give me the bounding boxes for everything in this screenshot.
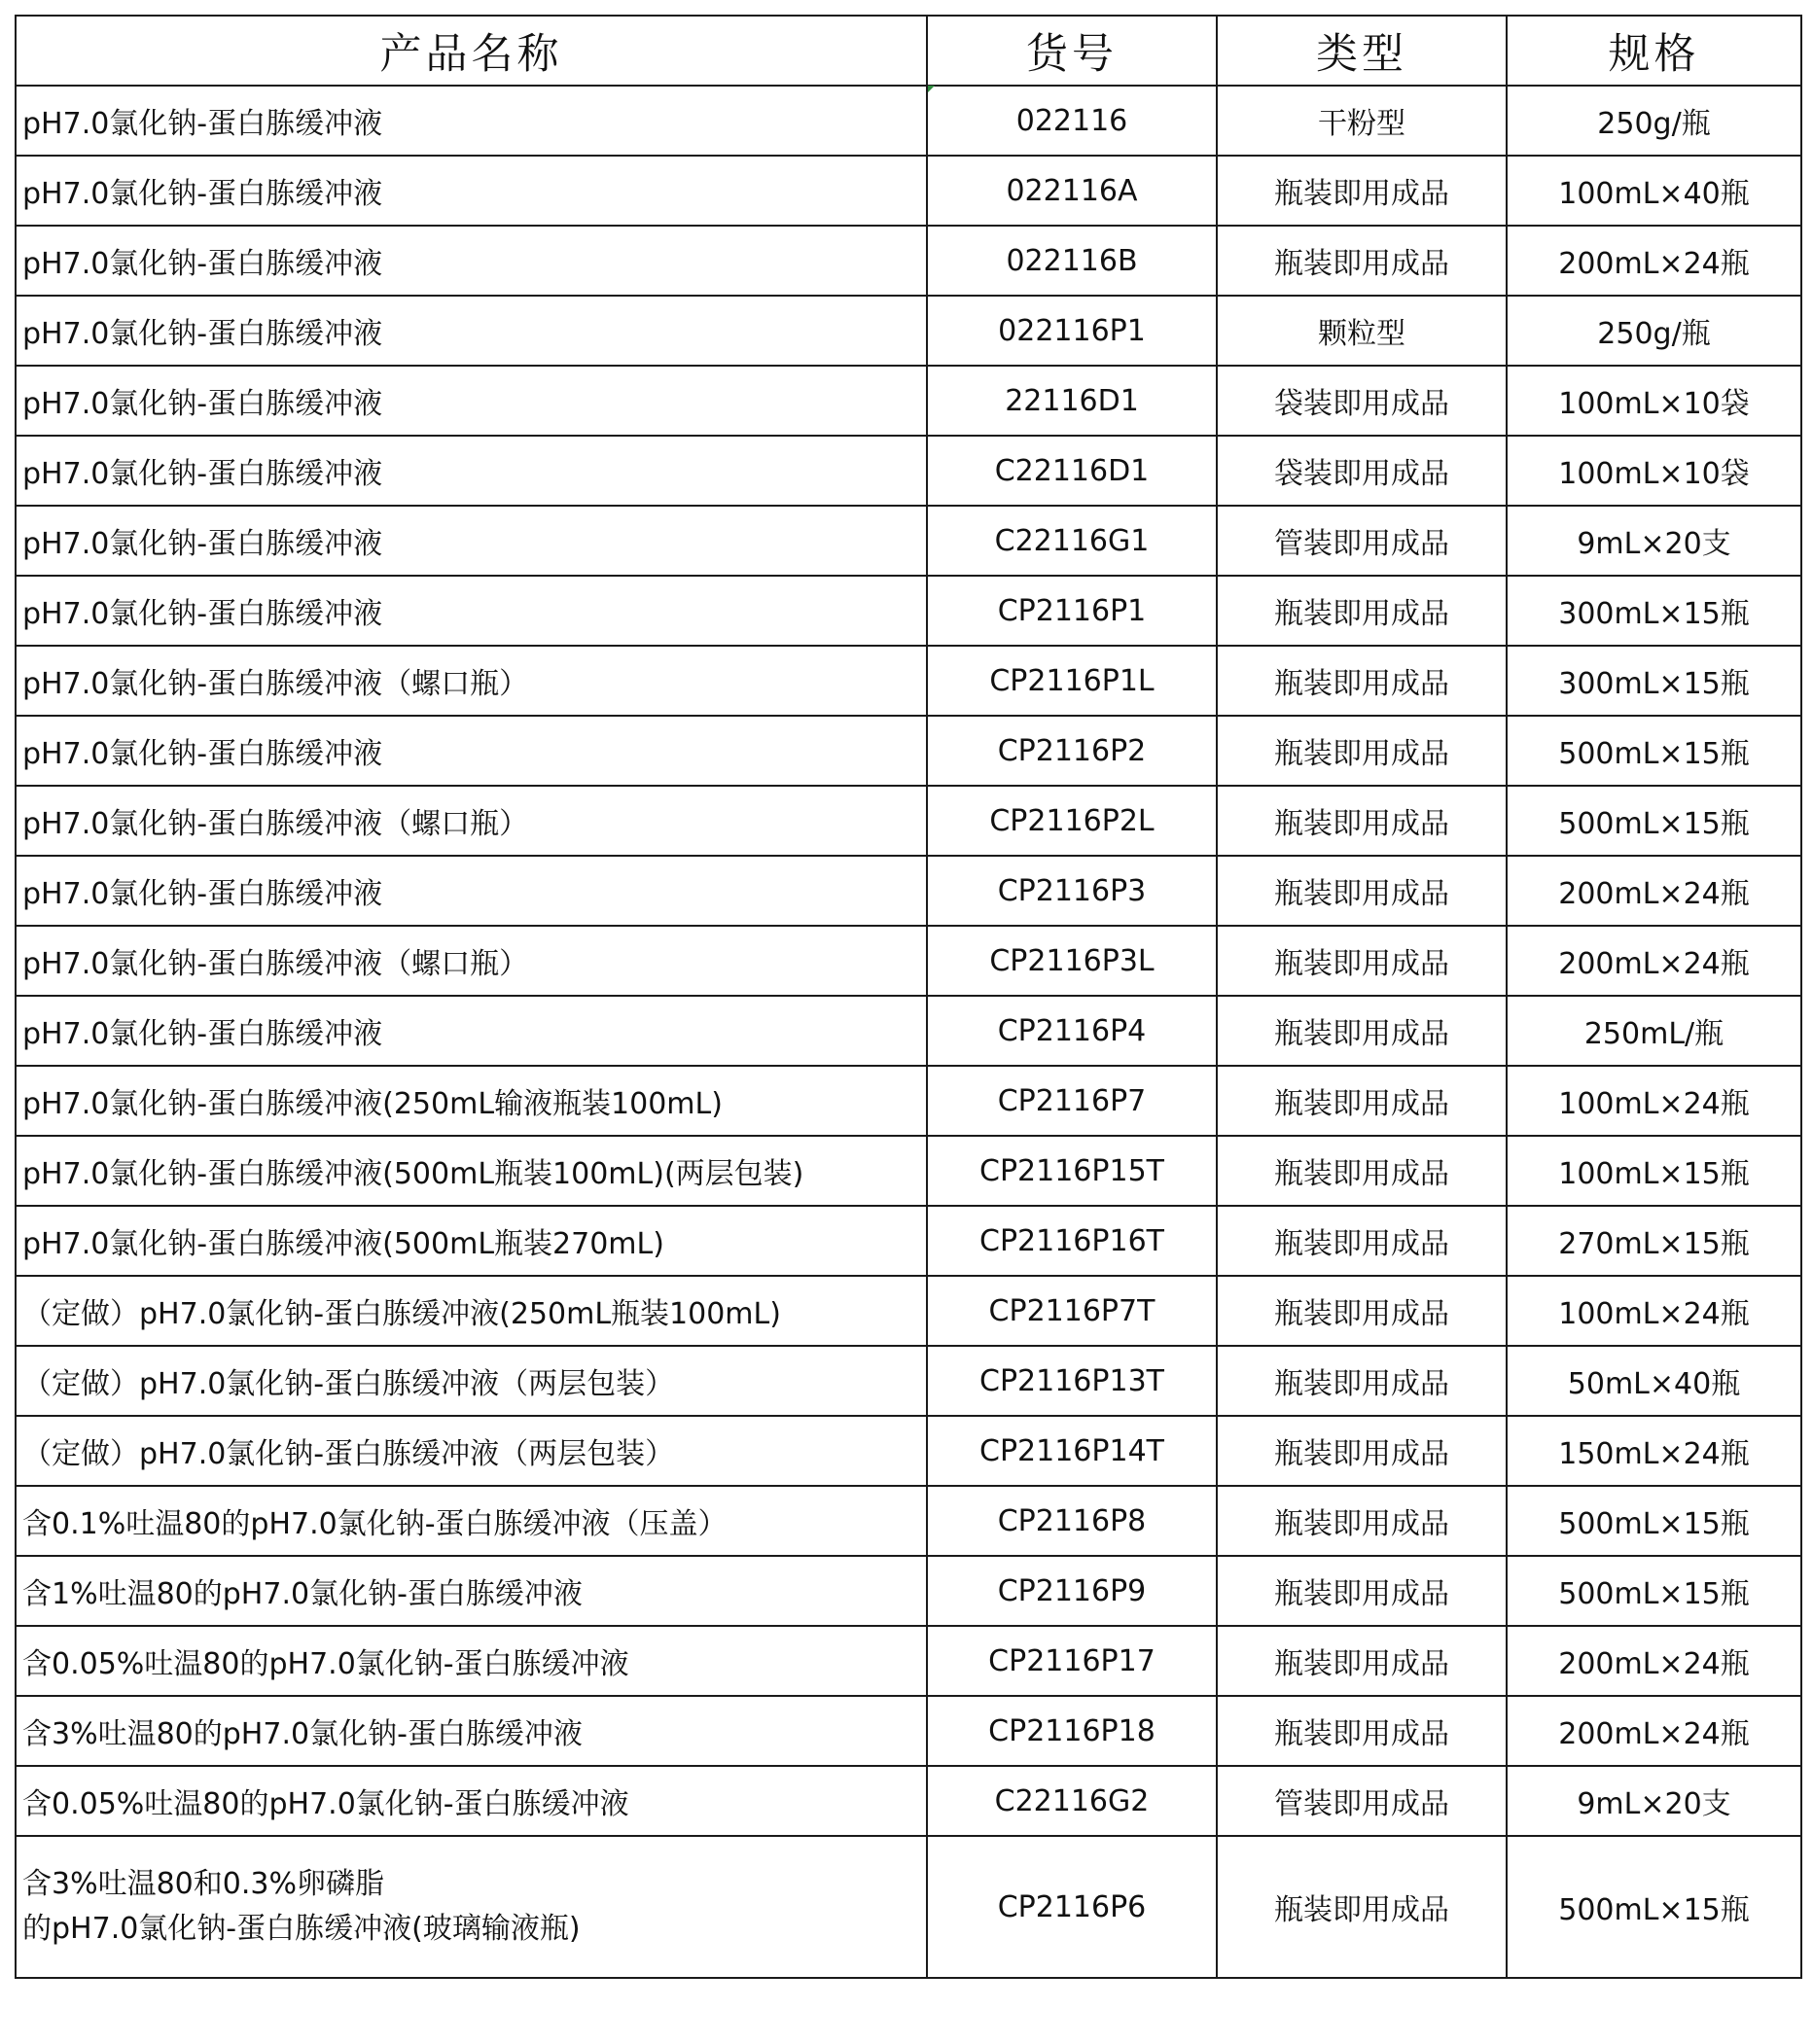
cell-item-number[interactable]: CP2116P14T: [927, 1416, 1217, 1486]
cell-product-name[interactable]: pH7.0氯化钠-蛋白胨缓冲液: [16, 296, 927, 366]
table-row: [16, 296, 1801, 366]
table-row: [16, 1626, 1801, 1696]
cell-product-name[interactable]: pH7.0氯化钠-蛋白胨缓冲液（螺口瓶）: [16, 786, 927, 856]
cell-item-number[interactable]: 022116A: [927, 156, 1217, 226]
header-type[interactable]: 类型: [1217, 16, 1507, 86]
cell-type[interactable]: 瓶装即用成品: [1217, 1136, 1507, 1206]
cell-specification[interactable]: 100mL×40瓶: [1507, 156, 1801, 226]
cell-product-name[interactable]: 含0.05%吐温80的pH7.0氯化钠-蛋白胨缓冲液: [16, 1766, 927, 1836]
cell-product-name-line-1: 含3%吐温80和0.3%卵磷脂: [22, 1867, 384, 1901]
table-row: [16, 156, 1801, 226]
table-row: [16, 1556, 1801, 1626]
cell-item-number[interactable]: CP2116P15T: [927, 1136, 1217, 1206]
cell-item-number[interactable]: CP2116P9: [927, 1556, 1217, 1626]
table-row: [16, 1346, 1801, 1416]
cell-item-number[interactable]: C22116G1: [927, 506, 1217, 576]
cell-specification[interactable]: 250g/瓶: [1507, 296, 1801, 366]
cell-item-number[interactable]: CP2116P13T: [927, 1346, 1217, 1416]
cell-specification[interactable]: 100mL×10袋: [1507, 436, 1801, 506]
cell-item-number[interactable]: CP2116P16T: [927, 1206, 1217, 1276]
table-row: [16, 436, 1801, 506]
cell-type[interactable]: 瓶装即用成品: [1217, 1066, 1507, 1136]
cell-specification[interactable]: 100mL×24瓶: [1507, 1276, 1801, 1346]
table-row: [16, 1206, 1801, 1276]
cell-product-name[interactable]: pH7.0氯化钠-蛋白胨缓冲液(250mL输液瓶装100mL): [16, 1066, 927, 1136]
cell-item-number[interactable]: CP2116P3: [927, 856, 1217, 926]
table-row: [16, 1136, 1801, 1206]
cell-item-number[interactable]: C22116D1: [927, 436, 1217, 506]
cell-item-number[interactable]: CP2116P7: [927, 1066, 1217, 1136]
cell-product-name[interactable]: 含3%吐温80的pH7.0氯化钠-蛋白胨缓冲液: [16, 1696, 927, 1766]
cell-product-name[interactable]: 含0.1%吐温80的pH7.0氯化钠-蛋白胨缓冲液（压盖）: [16, 1486, 927, 1556]
table-row: [16, 1066, 1801, 1136]
cell-type[interactable]: 瓶装即用成品: [1217, 996, 1507, 1066]
table-row: [16, 576, 1801, 646]
table-row: [16, 1766, 1801, 1836]
table-row: [16, 926, 1801, 996]
cell-item-number[interactable]: 022116: [927, 86, 1217, 156]
cell-product-name[interactable]: （定做）pH7.0氯化钠-蛋白胨缓冲液(250mL瓶装100mL): [16, 1276, 927, 1346]
table-row: [16, 646, 1801, 716]
cell-product-name[interactable]: pH7.0氯化钠-蛋白胨缓冲液（螺口瓶）: [16, 926, 927, 996]
cell-type[interactable]: 颗粒型: [1217, 296, 1507, 366]
cell-type[interactable]: 瓶装即用成品: [1217, 1276, 1507, 1346]
header-row: [16, 16, 1801, 86]
cell-item-number[interactable]: 22116D1: [927, 366, 1217, 436]
table-row: [16, 506, 1801, 576]
cell-product-name[interactable]: 含0.05%吐温80的pH7.0氯化钠-蛋白胨缓冲液: [16, 1626, 927, 1696]
cell-product-name[interactable]: （定做）pH7.0氯化钠-蛋白胨缓冲液（两层包装）: [16, 1416, 927, 1486]
cell-specification[interactable]: 200mL×24瓶: [1507, 926, 1801, 996]
table-row: [16, 86, 1801, 156]
cell-type[interactable]: 瓶装即用成品: [1217, 226, 1507, 296]
cell-product-name[interactable]: pH7.0氯化钠-蛋白胨缓冲液: [16, 716, 927, 786]
cell-item-number[interactable]: 022116P1: [927, 296, 1217, 366]
cell-product-name[interactable]: pH7.0氯化钠-蛋白胨缓冲液: [16, 506, 927, 576]
cell-item-number[interactable]: C22116G2: [927, 1766, 1217, 1836]
header-item-number[interactable]: 货号: [927, 16, 1217, 86]
cell-type[interactable]: 瓶装即用成品: [1217, 856, 1507, 926]
cell-product-name[interactable]: pH7.0氯化钠-蛋白胨缓冲液: [16, 156, 927, 226]
cell-specification[interactable]: 200mL×24瓶: [1507, 1696, 1801, 1766]
cell-type[interactable]: 瓶装即用成品: [1217, 1626, 1507, 1696]
cell-type[interactable]: 袋装即用成品: [1217, 366, 1507, 436]
cell-specification[interactable]: 500mL×15瓶: [1507, 1556, 1801, 1626]
cell-product-name[interactable]: pH7.0氯化钠-蛋白胨缓冲液: [16, 86, 927, 156]
table-row: [16, 996, 1801, 1066]
cell-specification[interactable]: 250mL/瓶: [1507, 996, 1801, 1066]
cell-comment-marker-icon: [928, 86, 935, 92]
header-specification[interactable]: 规格: [1507, 16, 1801, 86]
cell-specification[interactable]: 500mL×15瓶: [1507, 1836, 1801, 1978]
cell-type[interactable]: 瓶装即用成品: [1217, 576, 1507, 646]
table-row: [16, 1486, 1801, 1556]
cell-product-name[interactable]: pH7.0氯化钠-蛋白胨缓冲液: [16, 576, 927, 646]
cell-item-number[interactable]: CP2116P18: [927, 1696, 1217, 1766]
cell-type[interactable]: 瓶装即用成品: [1217, 786, 1507, 856]
cell-specification[interactable]: 300mL×15瓶: [1507, 646, 1801, 716]
cell-specification[interactable]: 100mL×10袋: [1507, 366, 1801, 436]
cell-type[interactable]: 袋装即用成品: [1217, 436, 1507, 506]
cell-item-number[interactable]: 022116B: [927, 226, 1217, 296]
cell-specification[interactable]: 9mL×20支: [1507, 1766, 1801, 1836]
cell-type[interactable]: 瓶装即用成品: [1217, 1346, 1507, 1416]
cell-specification[interactable]: 500mL×15瓶: [1507, 786, 1801, 856]
cell-product-name[interactable]: 含1%吐温80的pH7.0氯化钠-蛋白胨缓冲液: [16, 1556, 927, 1626]
cell-type[interactable]: 瓶装即用成品: [1217, 716, 1507, 786]
cell-product-name[interactable]: pH7.0氯化钠-蛋白胨缓冲液: [16, 996, 927, 1066]
header-product-name[interactable]: 产品名称: [16, 16, 927, 86]
cell-specification[interactable]: 100mL×15瓶: [1507, 1136, 1801, 1206]
cell-item-number[interactable]: CP2116P2: [927, 716, 1217, 786]
cell-type[interactable]: 管装即用成品: [1217, 1766, 1507, 1836]
cell-type[interactable]: 瓶装即用成品: [1217, 156, 1507, 226]
cell-product-name[interactable]: pH7.0氯化钠-蛋白胨缓冲液: [16, 856, 927, 926]
table-row: [16, 1416, 1801, 1486]
cell-type[interactable]: 瓶装即用成品: [1217, 1416, 1507, 1486]
cell-product-name[interactable]: pH7.0氯化钠-蛋白胨缓冲液: [16, 226, 927, 296]
cell-product-name[interactable]: pH7.0氯化钠-蛋白胨缓冲液(500mL瓶装100mL)(两层包装): [16, 1136, 927, 1206]
cell-item-number[interactable]: CP2116P6: [927, 1836, 1217, 1978]
cell-item-number[interactable]: CP2116P4: [927, 996, 1217, 1066]
cell-specification[interactable]: 500mL×15瓶: [1507, 1486, 1801, 1556]
cell-specification[interactable]: 500mL×15瓶: [1507, 716, 1801, 786]
cell-item-number[interactable]: CP2116P3L: [927, 926, 1217, 996]
table-row: [16, 1836, 1801, 1978]
table-row: [16, 366, 1801, 436]
cell-specification[interactable]: 270mL×15瓶: [1507, 1206, 1801, 1276]
cell-type[interactable]: 瓶装即用成品: [1217, 1696, 1507, 1766]
cell-product-name[interactable]: [16, 1836, 927, 1978]
cell-specification[interactable]: 300mL×15瓶: [1507, 576, 1801, 646]
cell-product-name[interactable]: pH7.0氯化钠-蛋白胨缓冲液(500mL瓶装270mL): [16, 1206, 927, 1276]
cell-type[interactable]: 瓶装即用成品: [1217, 1486, 1507, 1556]
cell-specification[interactable]: 250g/瓶: [1507, 86, 1801, 156]
cell-product-name[interactable]: （定做）pH7.0氯化钠-蛋白胨缓冲液（两层包装）: [16, 1346, 927, 1416]
cell-type[interactable]: 瓶装即用成品: [1217, 1206, 1507, 1276]
cell-specification[interactable]: 100mL×24瓶: [1507, 1066, 1801, 1136]
table-row: [16, 716, 1801, 786]
cell-type[interactable]: 管装即用成品: [1217, 506, 1507, 576]
cell-product-name[interactable]: pH7.0氯化钠-蛋白胨缓冲液（螺口瓶）: [16, 646, 927, 716]
cell-type[interactable]: 瓶装即用成品: [1217, 646, 1507, 716]
cell-type[interactable]: 瓶装即用成品: [1217, 1556, 1507, 1626]
cell-item-number[interactable]: CP2116P2L: [927, 786, 1217, 856]
cell-item-number[interactable]: CP2116P8: [927, 1486, 1217, 1556]
table-row: [16, 786, 1801, 856]
cell-item-number[interactable]: CP2116P17: [927, 1626, 1217, 1696]
cell-type[interactable]: 瓶装即用成品: [1217, 1836, 1507, 1978]
cell-product-name[interactable]: pH7.0氯化钠-蛋白胨缓冲液: [16, 366, 927, 436]
cell-specification[interactable]: 200mL×24瓶: [1507, 856, 1801, 926]
cell-item-number[interactable]: CP2116P1L: [927, 646, 1217, 716]
cell-type[interactable]: 干粉型: [1217, 86, 1507, 156]
cell-specification[interactable]: 200mL×24瓶: [1507, 226, 1801, 296]
cell-specification[interactable]: 200mL×24瓶: [1507, 1626, 1801, 1696]
table-row: [16, 226, 1801, 296]
cell-product-name[interactable]: pH7.0氯化钠-蛋白胨缓冲液: [16, 436, 927, 506]
cell-specification[interactable]: 9mL×20支: [1507, 506, 1801, 576]
cell-specification[interactable]: 50mL×40瓶: [1507, 1346, 1801, 1416]
cell-item-number[interactable]: CP2116P7T: [927, 1276, 1217, 1346]
table-row: [16, 1276, 1801, 1346]
cell-specification[interactable]: 150mL×24瓶: [1507, 1416, 1801, 1486]
product-table: [15, 15, 1802, 1979]
cell-product-name-line-2: 的pH7.0氯化钠-蛋白胨缓冲液(玻璃输液瓶): [22, 1912, 581, 1946]
table-row: [16, 856, 1801, 926]
cell-type[interactable]: 瓶装即用成品: [1217, 926, 1507, 996]
cell-item-number[interactable]: CP2116P1: [927, 576, 1217, 646]
table-row: [16, 1696, 1801, 1766]
